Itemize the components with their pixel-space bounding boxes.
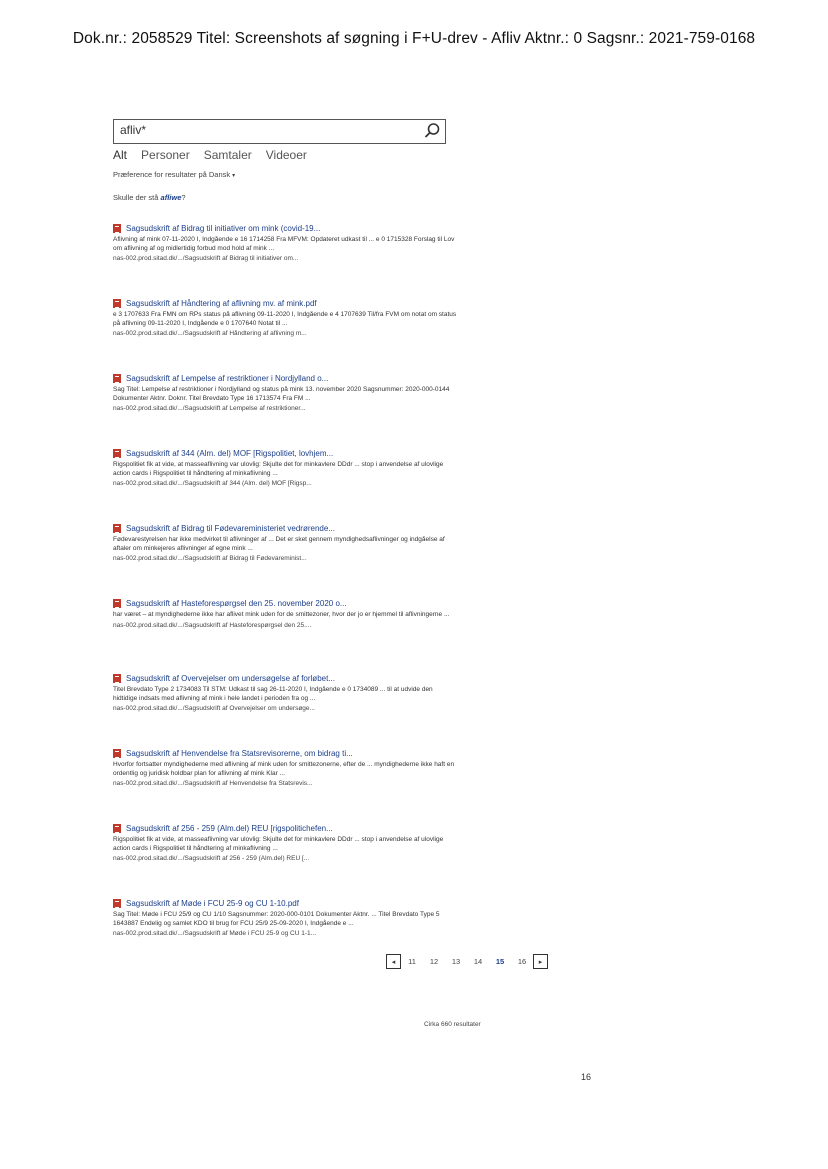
page-link[interactable]: 16 (517, 957, 527, 966)
result-title[interactable]: Sagsudskrift af Henvendelse fra Statsrevisorerne, om bidrag ti... (126, 749, 353, 758)
result-url: nas-002.prod.sitad.dk/.../Sagsudskrift af Håndtering af aflivning m... (113, 330, 307, 338)
result-title[interactable]: Sagsudskrift af Møde i FCU 25-9 og CU 1-10.pdf (126, 899, 299, 908)
search-result (113, 598, 458, 673)
search-input[interactable]: afliv* (120, 123, 147, 137)
pdf-icon (113, 449, 121, 458)
result-url: nas-002.prod.sitad.dk/.../Sagsudskrift af 344 (Alm. del) MOF [Rigsp... (113, 480, 312, 488)
did-you-mean-suffix: ? (181, 193, 186, 202)
result-title[interactable]: Sagsudskrift af Overvejelser om undersøgelse af forløbet... (126, 674, 335, 683)
pagination (386, 954, 548, 969)
pdf-icon (113, 299, 121, 308)
tab-all[interactable]: Alt (113, 148, 128, 162)
search-result (113, 748, 458, 823)
result-url: nas-002.prod.sitad.dk/.../Sagsudskrift af 256 - 259 (Alm.del) REU [... (113, 855, 310, 863)
search-result (113, 523, 458, 598)
pdf-icon (113, 599, 121, 608)
result-title[interactable]: Sagsudskrift af 256 - 259 (Alm.del) REU [rigspolitichefen... (126, 824, 333, 833)
pdf-icon (113, 899, 121, 908)
page-number: 16 (581, 1072, 592, 1082)
result-url: nas-002.prod.sitad.dk/.../Sagsudskrift af Møde i FCU 25-9 og CU 1-1... (113, 930, 317, 938)
did-you-mean (113, 193, 186, 202)
result-url: nas-002.prod.sitad.dk/.../Sagsudskrift af Lempelse af restriktioner... (113, 405, 306, 413)
search-result (113, 373, 458, 448)
result-snippet: Rigspolitiet fik at vide, at masseaflivning var ulovlig: Skjulte det for minkavlere DDdr ... stop i anvendelse af ulovlige action cards i Rigspolitiet til håndtering af minkaflivning ... (113, 461, 444, 477)
result-snippet: Aflivning af mink 07-11-2020 I, Indgående e 16 1714258 Fra MFVM: Opdateret udkast til ... e 0 1715328 Forslag til Lov om aflivning af og midlertidig forbud mod hold af mink ... (113, 236, 455, 252)
document-header: Dok.nr.: 2058529 Titel: Screenshots af søgning i F+U-drev - Afliv Aktnr.: 0 Sagsnr.: 2021-759-0168 (72, 30, 756, 47)
pdf-icon (113, 749, 121, 758)
search-result (113, 298, 458, 373)
pdf-icon (113, 374, 121, 383)
search-box[interactable] (113, 119, 446, 144)
search-icon[interactable] (423, 122, 441, 140)
result-url: nas-002.prod.sitad.dk/.../Sagsudskrift af Bidrag til Fødevareminist... (113, 555, 307, 563)
result-snippet: Titel Brevdato Type 2 1734083 Til STM: Udkast til sag 26-11-2020 I, Indgående e 0 1734089 ... til at udvide den hidtidige indsats med aflivning af mink i hele landet i perioden fra og ... (113, 686, 433, 702)
search-result (113, 673, 458, 748)
pdf-icon (113, 674, 121, 683)
result-snippet: Rigspolitiet fik at vide, at masseaflivning var ulovlig: Skjulte det for minkavlere DDdr ... stop i anvendelse af ulovlige action cards i Rigspolitiet til håndtering af minkaflivning ... (113, 836, 444, 852)
result-snippet: Fødevarestyrelsen har ikke medvirket til aflivninger af ... Det er sket gennem myndighedsaflivninger og indgåelse af aftaler om minkejeres aflivninger af egne mink ... (113, 536, 445, 552)
pdf-icon (113, 224, 121, 233)
search-result (113, 448, 458, 523)
result-url: nas-002.prod.sitad.dk/.../Sagsudskrift af Henvendelse fra Statsrevis... (113, 780, 313, 788)
chevron-down-icon: ▾ (232, 173, 236, 179)
pdf-icon (113, 824, 121, 833)
result-title[interactable]: Sagsudskrift af Hasteforespørgsel den 25. november 2020 o... (126, 599, 347, 608)
result-snippet: har været – at myndighederne ikke har aflivet mink uden for de smittezoner, hvor der jo er hjemmel til aflivningerne ... (113, 611, 450, 618)
search-result (113, 823, 458, 898)
page-link[interactable]: 13 (451, 957, 461, 966)
tab-conversations[interactable]: Samtaler (203, 148, 252, 162)
result-title[interactable]: Sagsudskrift af Bidrag til Fødevareministeriet vedrørende... (126, 524, 335, 533)
scope-tabs (113, 148, 307, 162)
result-url: nas-002.prod.sitad.dk/.../Sagsudskrift af Bidrag til initiativer om... (113, 255, 299, 263)
result-title[interactable]: Sagsudskrift af Bidrag til initiativer om mink (covid-19... (126, 224, 321, 233)
result-snippet: e 3 1707633 Fra FMN om RPs status på aflivning 09-11-2020 I, Indgående e 4 1707639 Til/fra FVM om notat om status på aflivning 09-11-2020 I, Indgående e 0 1707640 Notat til ... (113, 311, 457, 327)
result-snippet: Sag Titel: Møde i FCU 25/9 og CU 1/10 Sagsnummer: 2020-000-0101 Dokumenter Aktnr. ... Titel Brevdato Type 5 1643887 Endelig og samlet KDO til brug for FCU 25/9 25-09-2020 I, Indgående e ... (113, 911, 440, 927)
page-link[interactable]: 12 (429, 957, 439, 966)
results-list (113, 223, 458, 973)
result-url: nas-002.prod.sitad.dk/.../Sagsudskrift af Hasteforespørgsel den 25.... (113, 621, 312, 629)
next-page-button[interactable]: ▸ (533, 954, 548, 969)
did-you-mean-suggestion[interactable]: afliwe (160, 193, 182, 202)
tab-videos[interactable]: Videoer (265, 148, 307, 162)
result-snippet: Sag Titel: Lempelse af restriktioner i Nordjylland og status på mink 13. november 2020 Sagsnummer: 2020-000-0144 Dokumenter Aktnr. Doknr. Titel Brevdato Type 16 1713574 Fra FM ... (113, 386, 450, 402)
search-result (113, 223, 458, 298)
pdf-icon (113, 524, 121, 533)
result-title[interactable]: Sagsudskrift af 344 (Alm. del) MOF [Rigspolitiet, lovhjem... (126, 449, 334, 458)
tab-people[interactable]: Personer (141, 148, 190, 162)
result-title[interactable]: Sagsudskrift af Håndtering af aflivning mv. af mink.pdf (126, 299, 317, 308)
result-count: Cirka 660 resultater (424, 1021, 481, 1028)
page-link[interactable]: 14 (473, 957, 483, 966)
current-page[interactable]: 15 (495, 957, 505, 966)
language-preference-label: Præference for resultater på Dansk (113, 170, 231, 179)
previous-page-button[interactable]: ◂ (386, 954, 401, 969)
result-snippet: Hvorfor fortsatter myndighederne med aflivning af mink uden for smittezonerne, efter de ... myndighederne ikke haft en ordentlig og juridisk holdbar plan for aflivning af mink Klar ... (113, 761, 455, 777)
page-link[interactable]: 11 (408, 957, 416, 966)
result-url: nas-002.prod.sitad.dk/.../Sagsudskrift af Overvejelser om undersøge... (113, 705, 315, 713)
result-title[interactable]: Sagsudskrift af Lempelse af restriktioner i Nordjylland o... (126, 374, 329, 383)
language-preference[interactable] (113, 170, 235, 179)
did-you-mean-prefix: Skulle der stå (113, 193, 159, 202)
